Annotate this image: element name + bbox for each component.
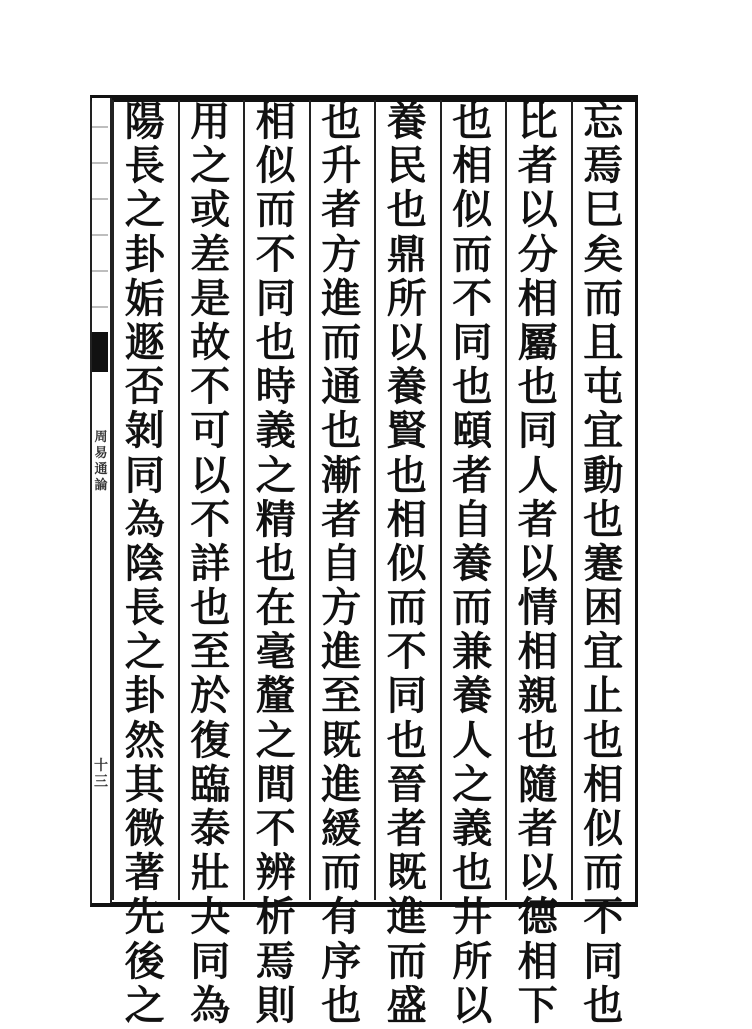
text-char: 晉 [386,760,427,808]
text-char: 也 [190,584,231,632]
text-char: 相 [452,142,493,190]
column-rule [440,100,442,900]
text-char: 而 [452,584,493,632]
text-char: 比 [517,98,558,145]
text-char: 序 [321,937,362,985]
text-char: 也 [255,539,296,587]
text-char: 詳 [190,539,231,587]
text-char: 漸 [321,451,362,499]
text-char: 同 [124,451,165,499]
text-char: 於 [190,672,231,720]
text-char: 民 [386,142,427,190]
text-char: 者 [386,805,427,852]
text-char: 有 [321,893,362,941]
text-char: 井 [452,893,493,941]
text-char: 同 [452,318,493,366]
text-char: 者 [321,495,362,543]
text-char: 辨 [255,849,296,897]
text-char: 析 [255,893,296,941]
text-char: 而 [452,230,493,278]
text-char: 精 [255,495,296,543]
text-char: 自 [321,539,362,587]
text-char: 之 [124,186,165,234]
text-char: 蹇 [583,539,624,587]
text-char: 釐 [255,672,296,720]
text-char: 親 [517,672,558,720]
text-char: 兼 [452,628,493,676]
text-char: 升 [321,142,362,190]
text-char: 同 [386,672,427,720]
text-char: 也 [517,363,558,411]
text-char: 人 [452,716,493,764]
text-char: 既 [386,849,427,897]
text-char: 為 [190,981,231,1029]
text-column [505,98,571,1029]
text-char: 壯 [190,849,231,897]
text-char: 同 [583,937,624,985]
text-char: 也 [452,98,493,145]
text-char: 宜 [583,628,624,676]
text-char: 也 [452,849,493,897]
text-char: 德 [517,893,558,941]
text-char: 也 [517,716,558,764]
text-char: 止 [583,672,624,720]
text-char: 之 [190,142,231,190]
text-char: 而 [386,937,427,985]
text-char: 且 [583,318,624,366]
text-char: 相 [517,274,558,322]
text-char: 相 [583,760,624,808]
text-char: 也 [386,186,427,234]
text-char: 宜 [583,407,624,455]
text-char: 進 [321,628,362,676]
text-char: 之 [255,716,296,764]
text-char: 下 [517,981,558,1029]
text-char: 養 [452,539,493,587]
text-char: 長 [124,142,165,190]
text-char: 頤 [452,407,493,455]
text-char: 以 [452,981,493,1029]
text-char: 相 [517,937,558,985]
text-char: 卦 [124,230,165,278]
text-char: 之 [452,760,493,808]
text-char: 否 [124,363,165,411]
text-column [243,98,309,1029]
column-rule [243,100,245,900]
text-column [112,98,178,1029]
text-char: 似 [386,539,427,587]
text-char: 之 [124,628,165,676]
text-char: 著 [124,849,165,897]
text-char: 而 [321,318,362,366]
text-char: 也 [583,981,624,1029]
text-char: 然 [124,716,165,764]
text-char: 緩 [321,805,362,852]
text-char: 賢 [386,407,427,455]
text-char: 至 [190,628,231,676]
text-char: 忘 [583,98,624,145]
text-char: 方 [321,584,362,632]
text-char: 後 [124,937,165,985]
margin-book-title: 周 易 通 論 [94,430,108,493]
text-char: 也 [321,407,362,455]
text-char: 養 [452,672,493,720]
text-char: 似 [255,142,296,190]
text-char: 時 [255,363,296,411]
text-column [374,98,440,1029]
text-char: 也 [452,363,493,411]
text-char: 義 [255,407,296,455]
text-char: 自 [452,495,493,543]
text-char: 分 [517,230,558,278]
text-char: 至 [321,672,362,720]
text-char: 以 [517,186,558,234]
text-char: 以 [386,318,427,366]
text-char: 而 [583,274,624,322]
text-char: 陽 [124,98,165,145]
text-char: 相 [517,628,558,676]
text-char: 而 [255,186,296,234]
text-char: 則 [255,981,296,1029]
text-char: 臨 [190,760,231,808]
column-rule [374,100,376,900]
text-char: 而 [583,849,624,897]
text-char: 不 [190,363,231,411]
text-char: 者 [452,451,493,499]
column-rule [112,100,114,900]
text-char: 泰 [190,805,231,852]
text-char: 焉 [255,937,296,985]
fishtail-mark [92,332,108,372]
text-char: 同 [190,937,231,985]
text-char: 進 [386,893,427,941]
text-char: 卦 [124,672,165,720]
text-char: 同 [517,407,558,455]
text-char: 者 [517,805,558,852]
text-char: 其 [124,760,165,808]
text-char: 剝 [124,407,165,455]
text-column [571,98,637,1029]
text-char: 矣 [583,230,624,278]
text-char: 相 [386,495,427,543]
text-char: 進 [321,760,362,808]
column-rule [505,100,507,900]
text-char: 方 [321,230,362,278]
text-column [309,98,375,1029]
text-char: 也 [583,495,624,543]
text-char: 也 [255,318,296,366]
text-char: 不 [583,893,624,941]
text-char: 以 [190,451,231,499]
text-char: 之 [255,451,296,499]
text-char: 不 [190,495,231,543]
text-char: 焉 [583,142,624,190]
text-char: 是 [190,274,231,322]
text-char: 長 [124,584,165,632]
text-char: 或 [190,186,231,234]
text-char: 屯 [583,363,624,411]
text-char: 不 [386,628,427,676]
column-rule [178,100,180,900]
text-char: 復 [190,716,231,764]
column-rule [309,100,311,900]
text-char: 微 [124,805,165,852]
text-char: 遯 [124,318,165,366]
margin-faded-strokes [92,108,108,328]
text-char: 夬 [190,893,231,941]
text-char: 毫 [255,628,296,676]
text-char: 通 [321,363,362,411]
text-char: 所 [386,274,427,322]
text-char: 也 [321,98,362,145]
text-char: 進 [321,274,362,322]
text-char: 可 [190,407,231,455]
text-char: 同 [255,274,296,322]
text-char: 人 [517,451,558,499]
text-char: 動 [583,451,624,499]
text-char: 也 [386,451,427,499]
text-char: 養 [386,98,427,145]
text-char: 似 [583,805,624,852]
text-char: 在 [255,584,296,632]
text-char: 所 [452,937,493,985]
text-char: 情 [517,584,558,632]
margin-page-number: 十 三 [94,758,108,790]
text-char: 隨 [517,760,558,808]
text-char: 先 [124,893,165,941]
text-char: 者 [517,142,558,190]
text-char: 用 [190,98,231,145]
text-char: 也 [386,716,427,764]
text-char: 以 [517,539,558,587]
text-char: 屬 [517,318,558,366]
text-char: 相 [255,98,296,145]
text-char: 差 [190,230,231,278]
text-char: 不 [255,805,296,852]
text-char: 似 [452,186,493,234]
text-char: 之 [124,981,165,1029]
text-char: 養 [386,363,427,411]
text-char: 鼎 [386,230,427,278]
column-rule [571,100,573,900]
text-char: 也 [321,981,362,1029]
text-char: 以 [517,849,558,897]
text-char: 巳 [583,186,624,234]
text-char: 既 [321,716,362,764]
text-char: 而 [386,584,427,632]
text-char: 者 [517,495,558,543]
text-char: 為 [124,495,165,543]
text-char: 也 [583,716,624,764]
text-char: 盛 [386,981,427,1029]
text-char: 間 [255,760,296,808]
text-char: 不 [452,274,493,322]
text-char: 故 [190,318,231,366]
text-char: 困 [583,584,624,632]
text-column [178,98,244,1029]
text-char: 陰 [124,539,165,587]
text-char: 而 [321,849,362,897]
text-column [440,98,506,1029]
text-char: 義 [452,805,493,852]
text-char: 姤 [124,274,165,322]
text-char: 者 [321,186,362,234]
text-char: 不 [255,230,296,278]
